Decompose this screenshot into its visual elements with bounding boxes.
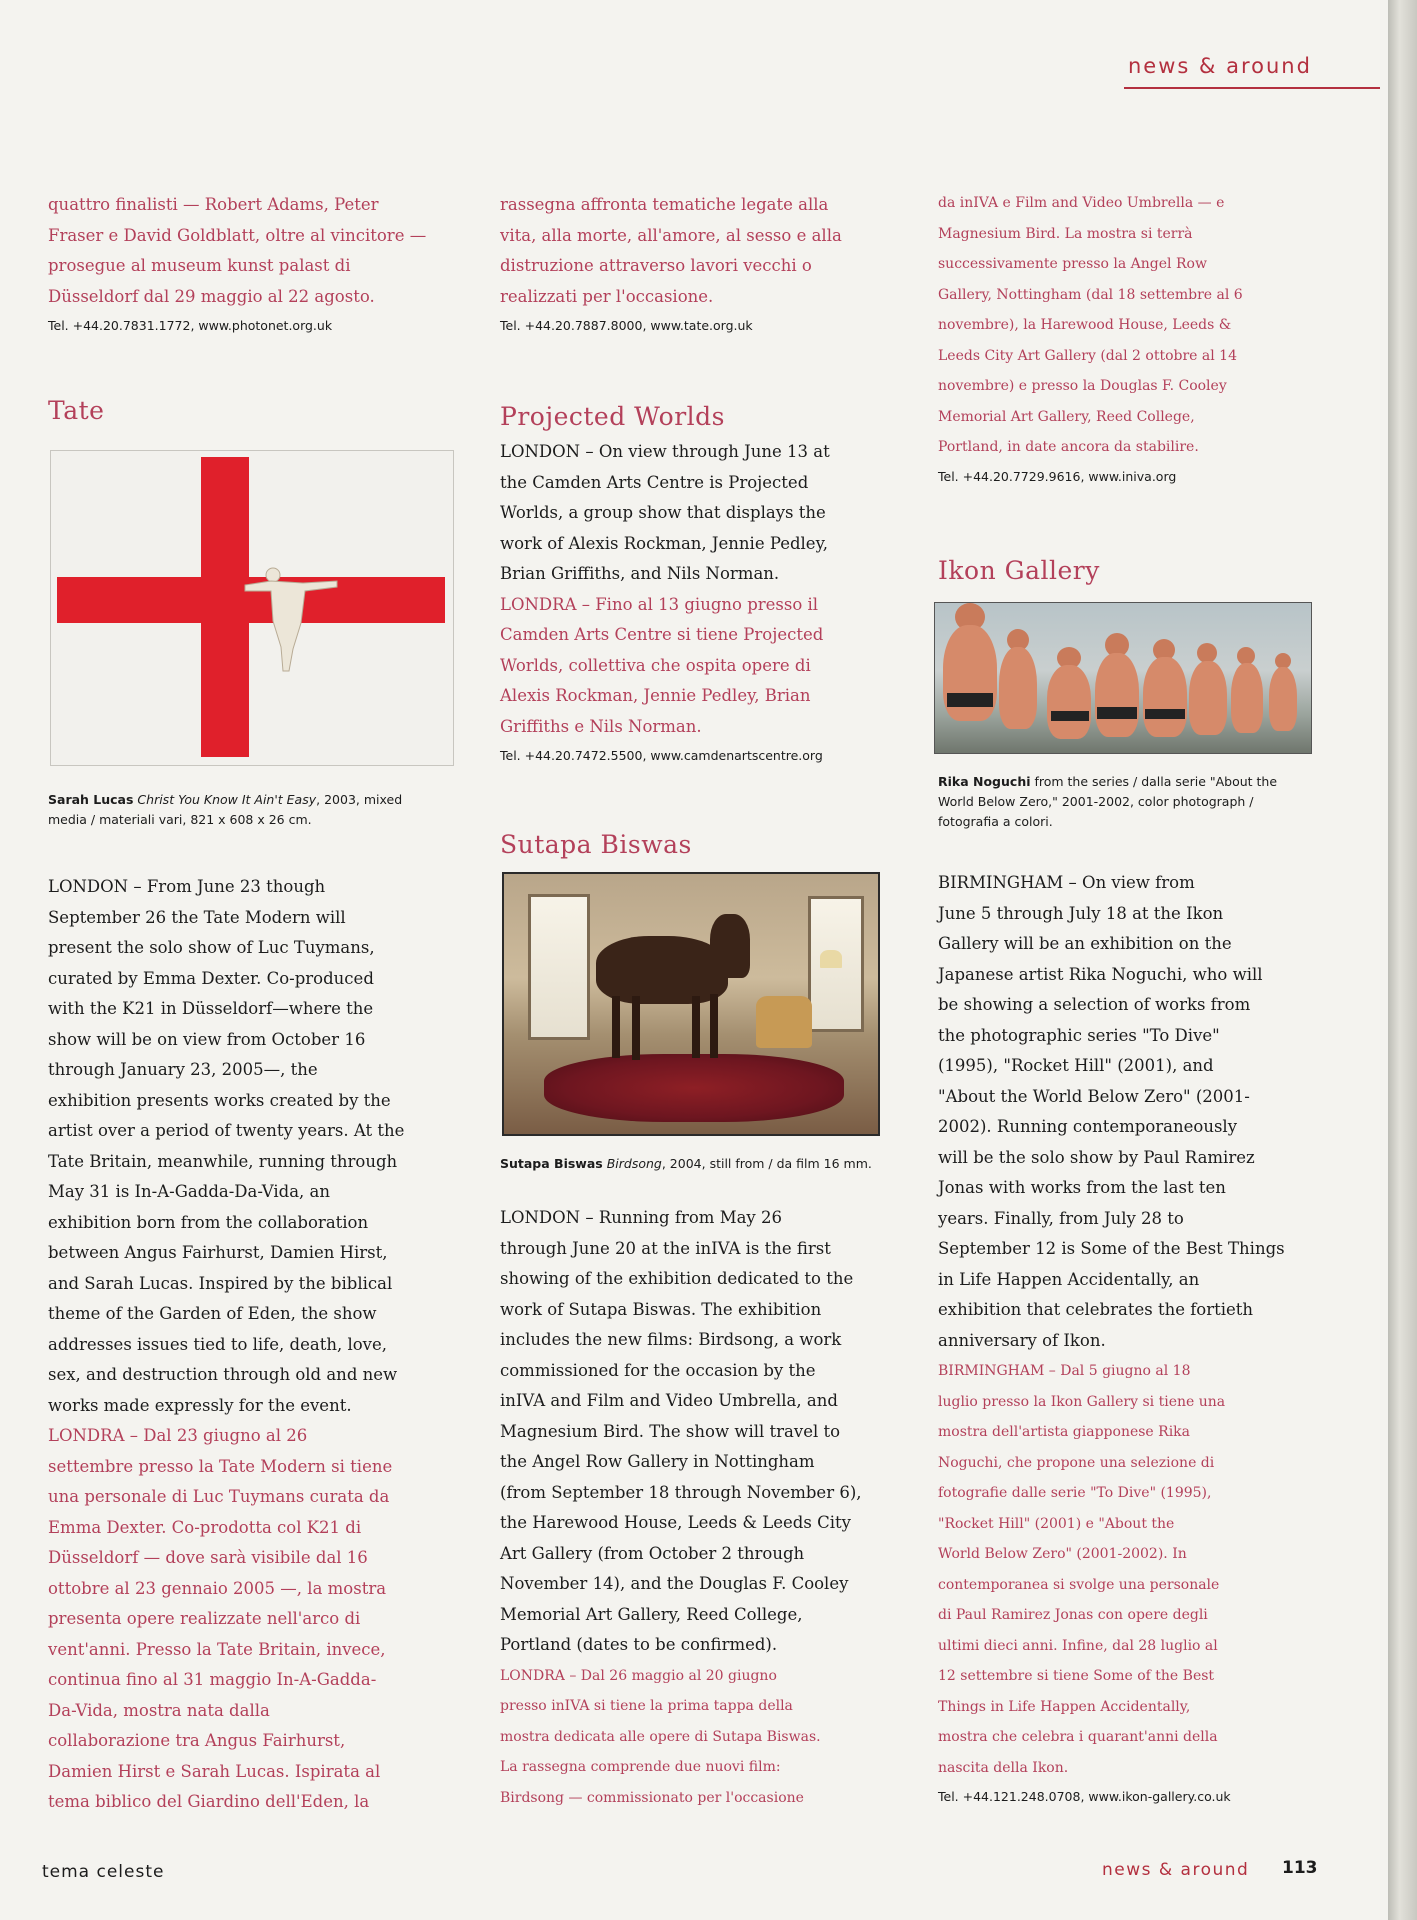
caption-details: , 2003, mixed media / materiali vari, 821 x 608 x 26 cm. <box>48 792 403 827</box>
column-3-intro <box>938 188 1318 484</box>
birdsong-still-image <box>502 872 880 1136</box>
magazine-name: tema celeste <box>42 1862 165 1882</box>
tate-section-title: Tate <box>48 396 105 425</box>
page-edge <box>1388 0 1417 1920</box>
ikon-gallery-title: Ikon Gallery <box>938 556 1100 585</box>
projected-worlds-english-text: LONDON – On view through June 13 at the Camden Arts Centre is Projected Worlds, a group show that displays the work of Alexis Rockman, Jennie Pedley, Brian Griffiths, and Nils Norman. <box>500 442 830 583</box>
caption-work-title: Christ You Know It Ain't Easy <box>137 792 317 807</box>
sutapa-article <box>500 1203 890 1813</box>
column-1-intro <box>48 190 458 333</box>
header-rule <box>1124 87 1380 89</box>
sutapa-italian-text: LONDRA – Dal 26 maggio al 20 giugno presso inIVA si tiene la prima tappa della mostra dedicata alle opere di Sutapa Biswas. La rassegna comprende due nuovi film: Birdsong — commissionato per l'occasione <box>500 1667 821 1806</box>
iniva-contact: Tel. +44.20.7729.9616, www.iniva.org <box>938 468 1177 484</box>
caption-artist-3: Rika Noguchi <box>938 774 1031 789</box>
ikon-italian-text: BIRMINGHAM – Dal 5 giugno al 18 luglio presso la Ikon Gallery si tiene una mostra dell'artista giapponese Rika Noguchi, che propone una selezione di fotografie dalle serie "To Dive" (1995), "Rocket Hill" (2001) e "About the World Below Zero" (2001-2002). In contemporanea si svolge una personale di Paul Ramirez Jonas con opere degli ultimi dieci anni. Infine, dal 28 luglio al 12 settembre si tiene Some of the Best Things in Life Happen Accidentally, mostra che celebra i quarant'anni della nascita della Ikon. <box>938 1363 1226 1776</box>
sutapa-caption <box>500 1154 890 1174</box>
column-2-intro <box>500 190 890 333</box>
projected-worlds-title: Projected Worlds <box>500 402 725 431</box>
caption-work-title-2: Birdsong <box>606 1156 662 1171</box>
tate-article <box>48 872 458 1818</box>
camden-contact: Tel. +44.20.7472.5500, www.camdenartscentre.org <box>500 748 823 763</box>
intro-italian-text-3: da inIVA e Film and Video Umbrella — e Magnesium Bird. La mostra si terrà successivamente presso la Angel Row Gallery, Nottingham (dal 18 settembre al 6 novembre), la Harewood House, Leeds & Leeds City Art Gallery (dal 2 ottobre al 14 novembre) e presso la Douglas F. Cooley Memorial Art Gallery, Reed College, Portland, in date ancora da stabilire. <box>938 195 1243 455</box>
page-number: 113 <box>1282 1858 1318 1878</box>
tate-contact: Tel. +44.20.7887.8000, www.tate.org.uk <box>500 318 753 333</box>
caption-details-2: , 2004, still from / da film 16 mm. <box>661 1156 872 1171</box>
tate-artwork-image <box>50 450 454 766</box>
photonet-contact: Tel. +44.20.7831.1772, www.photonet.org.uk <box>48 318 333 333</box>
caption-details-3: from the series / dalla serie "About the World Below Zero," 2001-2002, color photograph / fotografia a colori. <box>938 774 1278 829</box>
ikon-caption <box>938 772 1318 832</box>
sutapa-english-text: LONDON – Running from May 26 through June 20 at the inIVA is the first showing of the exhibition dedicated to the work of Sutapa Biswas. The exhibition includes the new films: Birdsong, a work commissioned for the occasion by the inIVA and Film and Video Umbrella, and Magnesium Bird. The show will travel to the Angel Row Gallery in Nottingham (from September 18 through November 6), the Harewood House, Leeds & Leeds City Art Gallery (from October 2 through November 14), and the Douglas F. Cooley Memorial Art Gallery, Reed College, Portland (dates to be confirmed). <box>500 1208 862 1654</box>
tate-caption <box>48 790 458 830</box>
ikon-english-text: BIRMINGHAM – On view from June 5 through July 18 at the Ikon Gallery will be an exhibition on the Japanese artist Rika Noguchi, who will be showing a selection of works from the photographic series "To Dive" (1995), "Rocket Hill" (2001), and "About the World Below Zero" (2001- 2002). Running contemporaneously will be the solo show by Paul Ramirez Jonas with works from the last ten years. Finally, from July 28 to September 12 is Some of the Best Things in Life Happen Accidentally, an exhibition that celebrates the fortieth anniversary of Ikon. <box>938 873 1285 1350</box>
intro-italian-text: quattro finalisti — Robert Adams, Peter Fraser e David Goldblatt, oltre al vincitore — prosegue al museum kunst palast di Düsseldorf dal 29 maggio al 22 agosto. <box>48 195 427 306</box>
ikon-contact: Tel. +44.121.248.0708, www.ikon-gallery.co.uk <box>938 1789 1231 1804</box>
about-the-world-below-zero-image <box>934 602 1312 754</box>
intro-italian-text-2: rassegna affronta tematiche legate alla vita, alla morte, all'amore, al sesso e alla distruzione attraverso lavori vecchi o realizzati per l'occasione. <box>500 195 842 306</box>
footer-section: news & around <box>1102 1860 1250 1880</box>
section-header: news & around <box>1128 54 1312 78</box>
sutapa-biswas-title: Sutapa Biswas <box>500 830 692 859</box>
tate-english-text: LONDON – From June 23 though September 26 the Tate Modern will present the solo show of Luc Tuymans, curated by Emma Dexter. Co-produced with the K21 in Düsseldorf—where the show will be on view from October 16 through January 23, 2005—, the exhibition presents works created by the artist over a period of twenty years. At the Tate Britain, meanwhile, running through May 31 is In-A-Gadda-Da-Vida, an exhibition born from the collaboration between Angus Fairhurst, Damien Hirst, and Sarah Lucas. Inspired by the biblical theme of the Garden of Eden, the show addresses issues tied to life, death, love, sex, and destruction through old and new works made expressly for the event. <box>48 877 405 1415</box>
caption-artist: Sarah Lucas <box>48 792 134 807</box>
ikon-article <box>938 868 1318 1804</box>
projected-worlds-italian-text: LONDRA – Fino al 13 giugno presso il Camden Arts Centre si tiene Projected Worlds, collettiva che ospita opere di Alexis Rockman, Jennie Pedley, Brian Griffiths e Nils Norman. <box>500 594 824 736</box>
projected-worlds-article <box>500 437 890 763</box>
caption-artist-2: Sutapa Biswas <box>500 1156 603 1171</box>
tate-italian-text: LONDRA – Dal 23 giugno al 26 settembre presso la Tate Modern si tiene una personale di Luc Tuymans curata da Emma Dexter. Co-prodotta col K21 di Düsseldorf — dove sarà visibile dal 16 ottobre al 23 gennaio 2005 —, la mostra presenta opere realizzate nell'arco di vent'anni. Presso la Tate Britain, invece, continua fino al 31 maggio In-A-Gadda- Da-Vida, mostra nata dalla collaborazione tra Angus Fairhurst, Damien Hirst e Sarah Lucas. Ispirata al tema biblico del Giardino dell'Eden, la <box>48 1426 393 1811</box>
